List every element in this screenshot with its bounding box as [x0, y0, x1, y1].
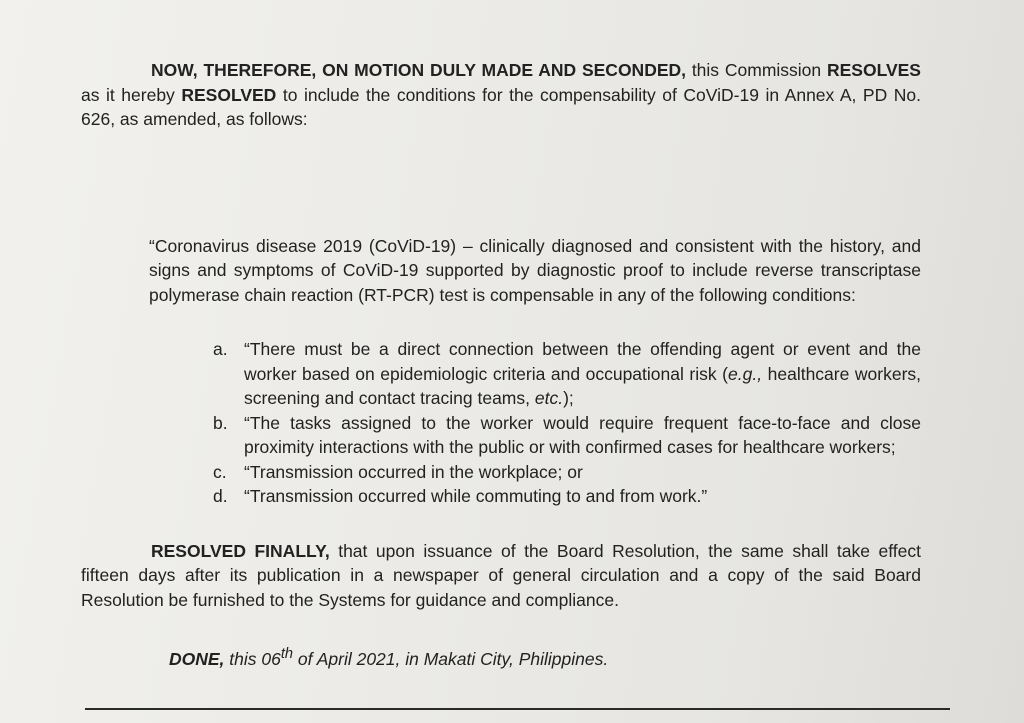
done-text-2: of April 2021, in Makati City, Philippines. [293, 648, 609, 669]
resolution-body [81, 58, 921, 671]
condition-italic: etc. [534, 388, 564, 408]
p1-text-3: to include the conditions for the compensability of CoViD-19 in Annex A, PD No. 626, as amended, as follows: [81, 84, 921, 129]
resolved-keyword: RESOLVED [181, 84, 277, 105]
resolves-keyword: RESOLVES [826, 60, 921, 80]
conditions-list [81, 337, 921, 509]
condition-marker: b. [213, 412, 228, 433]
resolution-paragraph [81, 58, 921, 132]
resolved-finally-lead: RESOLVED FINALLY, [151, 540, 330, 561]
condition-text: “Transmission occurred in the workplace; or [244, 461, 583, 482]
condition-italic: e.g., [728, 363, 763, 384]
resolved-finally-paragraph [81, 539, 921, 613]
p1-text-1: this Commission [686, 60, 827, 80]
condition-item [81, 460, 921, 485]
p1-text-2: as it hereby [81, 84, 182, 105]
condition-text: ); [563, 388, 574, 408]
condition-item [81, 484, 921, 509]
condition-text: “The tasks assigned to the worker would require frequent face-to-face and close proximity interactions with the public or with confirmed cases for healthcare workers; [244, 412, 921, 457]
signature-divider [85, 708, 950, 710]
done-lead: DONE, [169, 648, 225, 669]
covid-definition-quote: “Coronavirus disease 2019 (CoViD-19) – clinically diagnosed and consistent with the history, and signs and symptoms of CoViD-19 supported by diagnostic proof to include reverse transcriptase polymerase chain reaction (RT-PCR) test is compensable in any of the following conditions: [149, 235, 921, 305]
condition-text: “There must be a direct connection between the offending agent or event and the worker based on epidemiologic criteria and occupational risk ( [244, 339, 921, 384]
done-line [169, 642, 921, 671]
condition-text: “Transmission occurred while commuting to and from work.” [244, 486, 708, 506]
condition-marker: d. [213, 486, 228, 506]
done-ordinal: th [280, 646, 294, 662]
motion-lead: NOW, THEREFORE, ON MOTION DULY MADE AND SECONDED, [151, 60, 686, 80]
condition-marker: a. [213, 339, 228, 359]
condition-text: healthcare workers, screening and contact tracing teams, [244, 363, 922, 408]
condition-marker: c. [213, 461, 227, 482]
resolved-finally-text: that upon issuance of the Board Resolution, the same shall take effect fifteen days after its publication in a newspaper of general circulation and a copy of the said Board Resolution be furnished to the Systems for guidance and compliance. [81, 540, 921, 610]
done-text-1: this 06 [224, 648, 281, 669]
condition-item [81, 411, 921, 460]
condition-item [81, 337, 921, 411]
